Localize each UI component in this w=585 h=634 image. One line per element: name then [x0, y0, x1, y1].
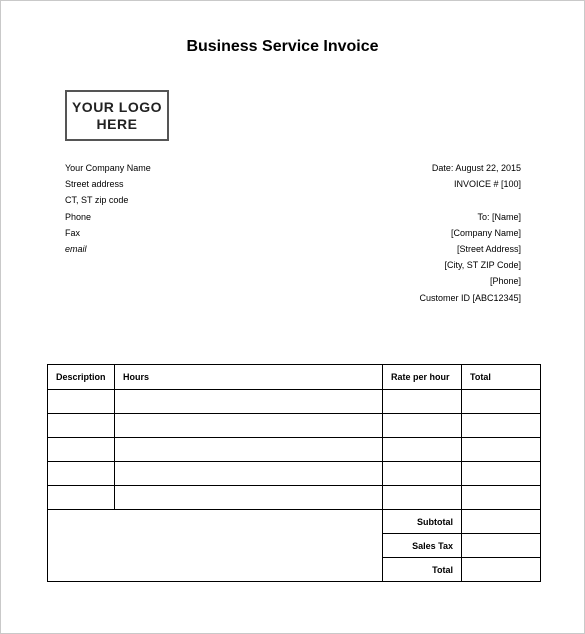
invoice-info-block	[419, 160, 521, 306]
line-items-table	[47, 364, 541, 582]
recipient-name: To: [Name]	[477, 211, 521, 222]
table-row	[48, 414, 541, 438]
sender-address-block	[65, 160, 151, 257]
cell-description[interactable]	[48, 486, 115, 510]
cell-hours[interactable]	[115, 390, 383, 414]
customer-id: Customer ID [ABC12345]	[419, 292, 521, 303]
subtotal-row	[48, 510, 541, 534]
table-row	[48, 438, 541, 462]
cell-total[interactable]	[462, 414, 541, 438]
subtotal-label: Subtotal	[383, 510, 462, 534]
column-header-rate: Rate per hour	[383, 365, 462, 390]
recipient-street: [Street Address]	[456, 244, 521, 254]
table-row	[48, 462, 541, 486]
table-row	[48, 486, 541, 510]
cell-rate[interactable]	[383, 462, 462, 486]
company-phone: Phone	[65, 211, 92, 222]
company-street: Street address	[65, 179, 124, 190]
cell-total[interactable]	[462, 462, 541, 486]
cell-description[interactable]	[48, 462, 115, 486]
cell-hours[interactable]	[115, 438, 383, 462]
total-label: Total	[383, 558, 462, 582]
cell-total[interactable]	[462, 390, 541, 414]
invoice-title: Business Service Invoice	[186, 38, 379, 55]
recipient-company: [Company Name]	[450, 227, 521, 238]
spacer	[419, 192, 521, 208]
cell-rate[interactable]	[383, 390, 462, 414]
cell-description[interactable]	[48, 438, 115, 462]
cell-hours[interactable]	[115, 486, 383, 510]
cell-hours[interactable]	[115, 414, 383, 438]
table-header-row	[48, 365, 541, 390]
column-header-hours: Hours	[115, 365, 383, 390]
cell-total[interactable]	[462, 486, 541, 510]
company-name: Your Company Name	[65, 163, 151, 173]
cell-hours[interactable]	[115, 462, 383, 486]
logo-text-line-2: HERE	[96, 115, 138, 132]
cell-description[interactable]	[48, 390, 115, 414]
total-value[interactable]	[462, 558, 541, 582]
column-header-total: Total	[462, 365, 541, 390]
recipient-city: [City, ST ZIP Code]	[444, 260, 521, 271]
company-city: CT, ST zip code	[65, 195, 129, 206]
sales-tax-value[interactable]	[462, 534, 541, 558]
cell-description[interactable]	[48, 414, 115, 438]
company-email: email	[65, 244, 87, 255]
cell-rate[interactable]	[383, 438, 462, 462]
subtotal-value[interactable]	[462, 510, 541, 534]
column-header-description: Description	[48, 365, 115, 390]
notes-area	[48, 510, 383, 582]
recipient-phone: [Phone]	[489, 276, 521, 287]
invoice-number: INVOICE # [100]	[453, 179, 521, 190]
invoice-date: Date: August 22, 2015	[431, 163, 521, 173]
cell-rate[interactable]	[383, 486, 462, 510]
sales-tax-label: Sales Tax	[383, 534, 462, 558]
cell-rate[interactable]	[383, 414, 462, 438]
logo-text-line-1: YOUR LOGO	[71, 98, 163, 115]
cell-total[interactable]	[462, 438, 541, 462]
company-fax: Fax	[65, 227, 81, 238]
table-row	[48, 390, 541, 414]
logo-placeholder	[65, 90, 169, 141]
